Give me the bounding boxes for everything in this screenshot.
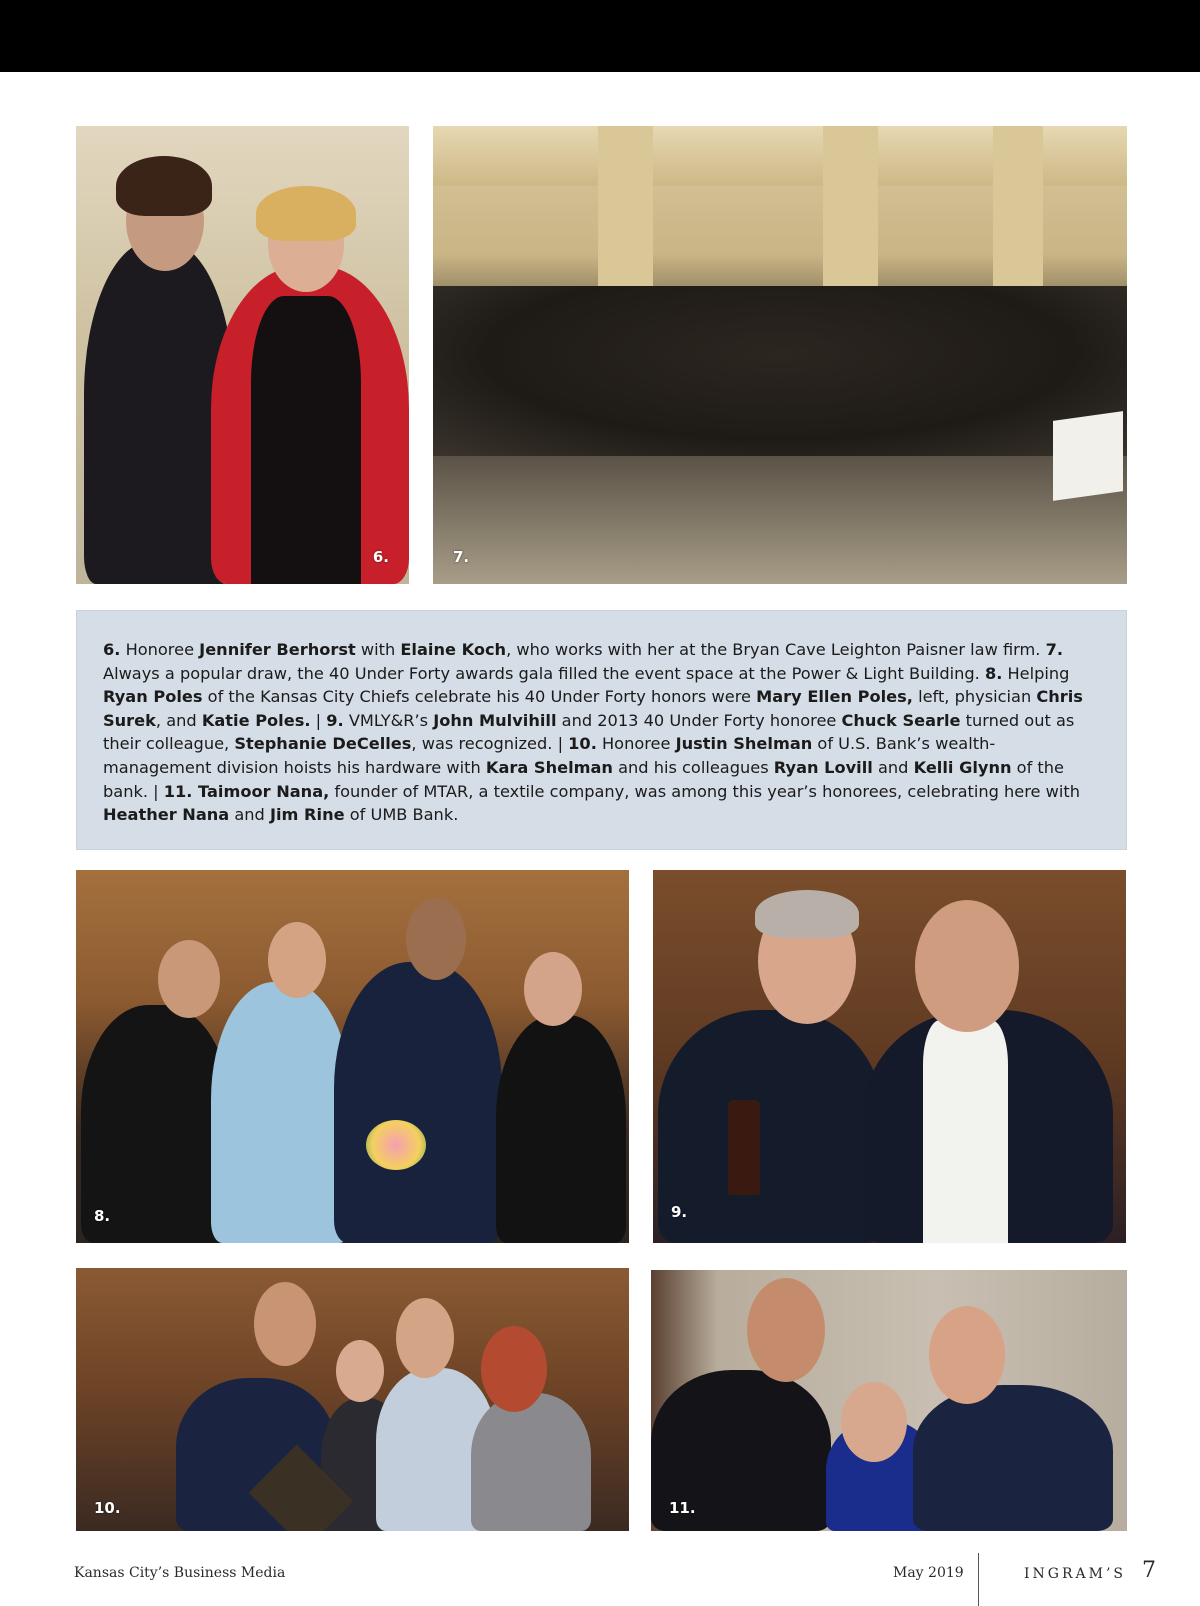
person-navy-suit — [334, 962, 502, 1243]
caption-segment: and his colleagues — [612, 757, 774, 777]
caption-segment: , who works with her at the Bryan Cave Leighton Paisner law firm. — [506, 640, 1046, 659]
caption-segment: Always a popular draw, the 40 Under Forty awards gala filled the event space at the Power & Light Building. — [103, 663, 985, 683]
caption-segment: of UMB Bank. — [344, 805, 459, 825]
footer-magazine-name: INGRAM’S — [1024, 1566, 1126, 1582]
person-head — [406, 898, 466, 980]
person-head — [396, 1298, 454, 1378]
person-hair — [481, 1326, 547, 1412]
person-head — [929, 1306, 1005, 1404]
easel-sign — [1053, 411, 1123, 501]
person-head — [254, 1282, 316, 1366]
caption-bold-segment: Chris Surek — [103, 687, 1083, 730]
caption-segment: and — [229, 805, 270, 825]
white-shirt — [923, 1020, 1008, 1243]
person-hair — [755, 890, 859, 938]
caption-text — [103, 638, 1100, 827]
person-head — [841, 1382, 907, 1462]
person-head — [336, 1340, 384, 1402]
photo-11 — [651, 1270, 1127, 1531]
caption-bold-segment: Jim Rine — [269, 805, 345, 825]
caption-bold-segment: Mary Ellen Poles, — [756, 687, 913, 707]
photo-number-label: 11. — [669, 1499, 696, 1517]
person-hair — [256, 186, 356, 241]
person-head — [524, 952, 582, 1026]
caption-segment: Honoree — [596, 734, 676, 754]
person-head — [915, 900, 1019, 1032]
person-head — [747, 1278, 825, 1382]
caption-bold-segment: Elaine Koch — [400, 640, 507, 659]
photo-number-label: 6. — [372, 548, 389, 566]
caption-segment: turned out as their colleague, — [103, 710, 1075, 754]
photo-10 — [76, 1268, 629, 1531]
photo-number-label: 9. — [671, 1203, 688, 1221]
footer-date: May 2019 — [893, 1565, 964, 1581]
caption-bold-segment: Chuck Searle — [841, 710, 961, 730]
crowd — [433, 286, 1127, 456]
top-black-bar — [0, 0, 1200, 72]
caption-bold-segment: 9. — [326, 710, 344, 730]
photo-9 — [653, 870, 1126, 1243]
person-navy-quarter-zip — [658, 1010, 883, 1243]
page-number: 7 — [1142, 1558, 1156, 1583]
caption-segment: | — [310, 710, 327, 730]
caption-segment: left, physician — [912, 687, 1037, 707]
caption-segment: and 2013 40 Under Forty honoree — [556, 710, 842, 730]
caption-bold-segment: Kara Shelman — [485, 757, 613, 777]
beer-bottle — [728, 1100, 760, 1195]
photo-7 — [433, 126, 1127, 584]
black-dress — [251, 296, 361, 584]
person-woman-red-hair — [471, 1393, 591, 1531]
caption-segment: of the Kansas City Chiefs celebrate his 40 Under Forty honors were — [202, 687, 757, 707]
caption-bold-segment: Heather Nana — [103, 805, 230, 825]
footer-divider — [978, 1553, 979, 1606]
photo-6 — [76, 126, 409, 584]
caption-segment: , and — [155, 710, 202, 730]
person-navy-blazer — [913, 1385, 1113, 1531]
person-head — [268, 922, 326, 998]
caption-segment: , was recognized. | — [411, 734, 569, 754]
caption-segment: founder of MTAR, a textile company, was among this year’s honorees, celebrating here with — [329, 781, 1081, 801]
photo-number-label: 8. — [94, 1207, 111, 1225]
caption-bold-segment: 8. — [984, 663, 1003, 683]
caption-bold-segment: Stephanie DeCelles — [234, 734, 412, 754]
footer-publisher: Kansas City’s Business Media — [74, 1565, 286, 1581]
caption-box — [76, 610, 1127, 850]
caption-bold-segment: John Mulvihill — [433, 710, 557, 730]
caption-segment: VMLY&R’s — [343, 710, 434, 730]
photo-number-label: 10. — [94, 1499, 121, 1517]
caption-bold-segment: 10. — [568, 734, 597, 754]
caption-segment: with — [355, 640, 401, 659]
caption-bold-segment: Jennifer Berhorst — [199, 640, 356, 659]
person-woman-black-dress — [496, 1015, 626, 1243]
person-light-blue-suit — [211, 982, 351, 1243]
caption-segment: and — [872, 757, 914, 777]
caption-bold-segment: Justin Shelman — [675, 734, 813, 754]
photo-8 — [76, 870, 629, 1243]
caption-segment: Helping — [1002, 663, 1070, 683]
caption-segment: of the bank. | — [103, 757, 1064, 801]
caption-bold-segment: 7. — [1045, 640, 1064, 659]
caption-bold-segment: Kelli Glynn — [913, 757, 1012, 777]
person-hair — [116, 156, 212, 216]
caption-bold-segment: Ryan Lovill — [773, 757, 873, 777]
caption-bold-segment: Ryan Poles — [103, 687, 203, 707]
flower-bouquet — [366, 1120, 426, 1170]
caption-segment: of U.S. Bank’s wealth-management division hoists his hardware with — [103, 734, 996, 777]
photo-number-label: 7. — [453, 548, 470, 566]
caption-segment: Honoree — [120, 640, 200, 659]
caption-bold-segment: 11. Taimoor Nana, — [163, 781, 330, 801]
caption-bold-segment: Katie Poles. — [201, 710, 311, 730]
person-head — [158, 940, 220, 1018]
caption-bold-segment: 6. — [103, 640, 121, 659]
